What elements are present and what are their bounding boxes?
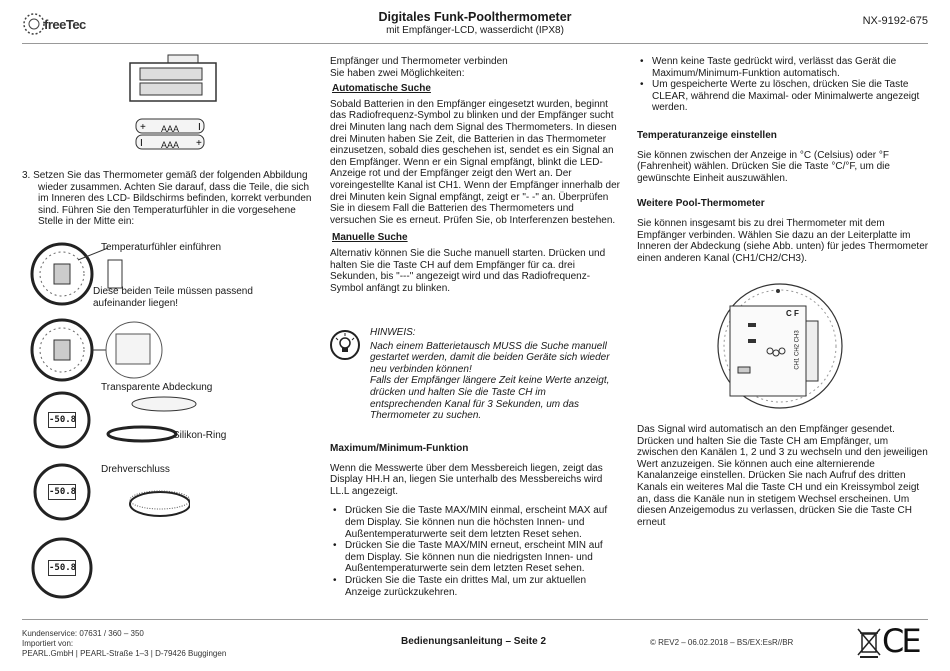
weee-bin-icon xyxy=(856,626,882,663)
manual-search-heading: Manuelle Suche xyxy=(332,232,408,244)
hint-heading: HINWEIS: xyxy=(370,327,416,338)
list-item: • Drücken Sie die Taste MAX/MIN erneut, erscheint MIN auf dem Display. Sie können nun die niedrigsten Innen- und Außentemperaturwerte sein dem letzten Reset sehen. xyxy=(345,540,622,575)
circuit-board-figure xyxy=(716,281,846,416)
footer-address: PEARL.GmbH | PEARL-Straße 1–3 | D-79426 Buggingen xyxy=(22,649,227,658)
article-number: NX-9192-675 xyxy=(862,15,928,27)
hint-text: Nach einem Batterietausch MUSS die Suche manuell gestartet werden, damit die beiden Geräte sich wieder neu verbinden können! Falls der Empfänger längere Zeit keine Werte anzeigt, drücken und halten Sie die Taste CH im entsprechenden Kanal für 3 Sekunden, um das Thermometer zu suchen. xyxy=(370,340,610,422)
assembly-figure-3 xyxy=(30,390,200,455)
assembly-figure-4 xyxy=(30,462,190,527)
step-3-text: 3. Setzen Sie das Thermometer gemäß der folgenden Abbildung wieder zusammen. Achten Sie darauf, dass die Teile, die sich im Inneren des LCD- Bildschirms befinden, korrekt verbunden sind. Führen Sie den Temperaturfühler in die vorgesehene Stelle in der Mitte ein: xyxy=(22,170,312,228)
auto-search-text: Sobald Batterien in den Empfänger eingesetzt wurden, beginnt das Radiofrequenz-Symbol zu blinken und der Empfänger sucht drei Minuten lang nach dem Signal des Thermometers. In diesen drei Minuten haben Sie Zeit, die Batterien in das Thermometer einzusetzen, sobald dies geschehen ist, sendet es ein Signal an den Empfänger. Wenn er ein Signal empfängt, blinkt die LED-Anzeige rot und der Empfänger zeigt den Wert an. Der voreingestellte Kanal ist CH1. Wenn der Empfänger innerhalb der drei Minuten kein Signal empfängt, zeigt er "- -" an. Überprüfen Sie in diesem Fall die Batterien des Thermometers und versuchen Sie es erneut. Prüfen Sie, ob Interferenzen bestehen. xyxy=(330,98,620,226)
label-screw: Drehverschluss xyxy=(101,464,170,475)
temp-unit-text: Sie können zwischen der Anzeige in °C (Celsius) oder °F (Fahrenheit) wählen. Drücken Sie die Taste °C/°F, um die gewünschte Einheit auszuwählen. xyxy=(637,149,890,184)
hint-icon xyxy=(330,330,360,365)
maxmin-list xyxy=(330,505,622,598)
footer-divider xyxy=(22,619,928,620)
page-title: Digitales Funk-Poolthermometer xyxy=(378,10,572,24)
temp-unit-heading: Temperaturanzeige einstellen xyxy=(637,129,777,141)
more-thermometers-heading: Weitere Pool-Thermometer xyxy=(637,198,765,210)
board-unit-label: C F xyxy=(786,309,799,318)
list-item: • Drücken Sie die Taste ein drittes Mal, um zur aktuellen Anzeige zurückzukehren. xyxy=(345,575,622,598)
auto-search-heading: Automatische Suche xyxy=(332,83,431,95)
logo-text: freeTec xyxy=(44,17,86,32)
board-channel-label: CH1 CH2 CH3 xyxy=(794,330,801,370)
assembly-figure-2 xyxy=(30,312,170,393)
battery-label: AAA xyxy=(161,140,180,150)
assembly-figure-5 xyxy=(30,536,100,605)
lcd-display-value: -50.8 xyxy=(48,412,76,428)
connect-intro: Empfänger und Thermometer verbinden Sie haben zwei Möglichkeiten: xyxy=(330,56,508,79)
battery-label: AAA xyxy=(161,124,180,134)
svg-text:I: I xyxy=(198,122,201,133)
maxmin-text: Wenn die Messwerte über dem Messbereich liegen, zeigt das Display HH.H an, liegen Sie unterhalb des Messbereichs wird LL.L angezeigt. xyxy=(330,462,603,497)
lcd-display-value: -50.8 xyxy=(48,560,76,576)
svg-text:I: I xyxy=(140,138,143,149)
footer-revision: © REV2 – 06.02.2018 – BS/EX:EsR//BR xyxy=(650,638,794,647)
footer-service: Kundenservice: 07631 / 360 – 350 xyxy=(22,629,144,638)
page-subtitle: mit Empfänger-LCD, wasserdicht (IPX8) xyxy=(386,25,564,36)
svg-text:+: + xyxy=(196,138,202,149)
footer-importer: Importiert von: xyxy=(22,639,74,648)
label-ring: Silikon-Ring xyxy=(173,430,227,441)
manual-search-text: Alternativ können Sie die Suche manuell starten. Drücken und halten Sie die Taste CH auf dem Empfänger für ca. drei Sekunden, bis "---" angezeigt wird und das Radiofrequenz-Symbol anfängt zu blinken. xyxy=(330,247,606,294)
label-parts: Diese beiden Teile müssen passend aufeinander liegen! xyxy=(93,286,253,309)
lcd-display-value: -50.8 xyxy=(48,484,76,500)
header-divider xyxy=(22,43,928,44)
battery-holder-figure xyxy=(128,53,218,158)
brand-logo xyxy=(22,10,92,43)
maxmin-list-continued xyxy=(637,56,929,114)
footer-page: Bedienungsanleitung – Seite 2 xyxy=(401,636,547,647)
list-item: • Drücken Sie die Taste MAX/MIN einmal, erscheint MAX auf dem Display. Sie können nun die höchsten Innen- und Außentemperaturwerte seit dem letzten Reset sehen. xyxy=(345,505,622,540)
more-thermometers-text: Sie können insgesamt bis zu drei Thermometer mit dem Empfänger verbinden. Wählen Sie dazu an der Leiterplatte im Inneren der Abdeckung (siehe Abb. unten) für jedes Thermometer einen anderen Kanal (CH1/CH2/CH3). xyxy=(637,217,929,264)
label-sensor: Temperaturfühler einführen xyxy=(101,242,222,253)
list-item: • Um gespeicherte Werte zu löschen, drücken Sie die Taste CLEAR, während die Maximal- oder Minimalwerte angezeigt werden. xyxy=(652,79,929,114)
maxmin-heading: Maximum/Minimum-Funktion xyxy=(330,443,469,454)
label-cover: Transparente Abdeckung xyxy=(101,382,213,393)
ce-mark: CE xyxy=(882,622,919,660)
list-item: • Wenn keine Taste gedrückt wird, verlässt das Gerät die Maximum/Minimum-Funktion automatisch. xyxy=(652,56,929,79)
svg-text:+: + xyxy=(140,122,146,133)
signal-text: Das Signal wird automatisch an den Empfänger gesendet. Drücken und halten Sie die Taste CH am Empfänger, um zwischen den Kanälen 1, 2 und 3 zu wechseln und den jeweiligen Wert anzuzeigen. Sie können auch eine alternierende Kanalanzeige einstellen. Drücken Sie nach Aufruf des dritten Kanals ein weiteres Mal die Taste CH und ein Kreissymbol zeigt an, dass die Kanäle nun in stetigem Wechsel erscheinen. Um diesen Anzeigemodus zu verlassen, drücken Sie die Taste CH erneut xyxy=(637,424,928,528)
